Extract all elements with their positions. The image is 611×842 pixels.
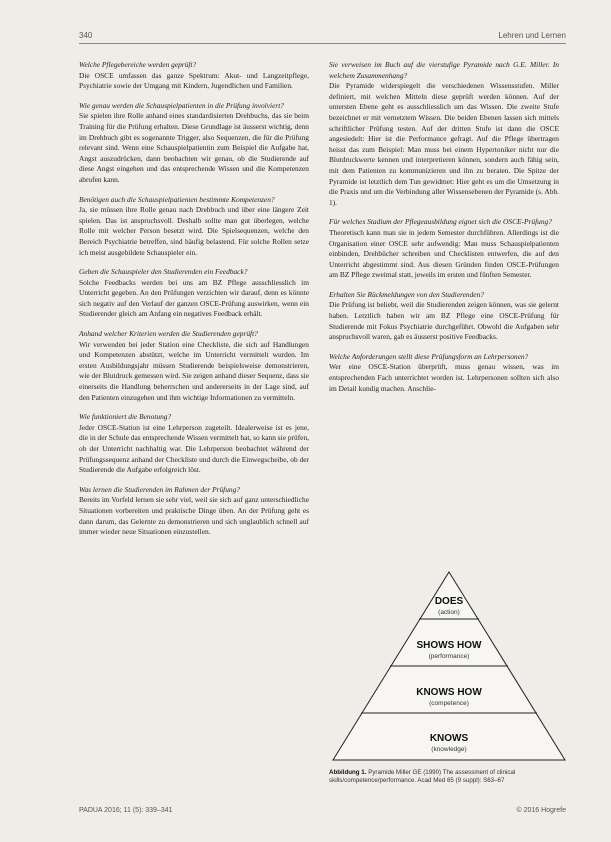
header-rule [79,43,566,44]
qa-block [79,485,309,538]
qa-block [79,329,309,403]
page-number: 340 [79,31,93,40]
answer: Jeder OSCE-Station ist eine Lehrperson zugeteilt. Idealerweise ist es jene, die in der Schule das entsprechende Wissen vermittelt hat, so kann sie prüfen, ob der Unterricht nachhaltig war. Die Lehrperson beobachtet während der Prüfungssequenz anhand der Checkliste und durch die Einwegscheibe, ob der Studierende die Aufgabe erfolgreich löst. [79,422,309,475]
question: Welche Pflegebereiche werden geprüft? [79,60,197,69]
question: Benötigen auch die Schauspielpatienten bestimmte Kompetenzen? [79,194,275,204]
answer: Theoretisch kann man sie in jedem Semester durchführen. Allerdings ist die Organisation einer OSCE sehr aufwendig: Man muss Schauspielpatienten einbinden, Drehbücher schreiben und Checklisten entwerfen, die auf den Unterricht abgestimmt sind. Aus diesen Gründen finden OSCE-Prüfungen am BZ Pflege zweimal statt, jeweils im ersten und fünften Semester. [329,227,559,280]
qa-block [79,195,309,259]
pyramid-level-title: KNOWS HOW [416,687,482,698]
pyramid-level-title: DOES [434,596,464,607]
caption-text: Pyramide Miller GE (1990) The assessment of clinical skills/competence/performance. Acad Med 65 (9 suppl): S63–67 [329,769,516,784]
answer: Ja, sie müssen ihre Rolle genau nach Drehbuch und über eine längere Zeit spielen. Das ist anspruchsvoll. Deshalb sollte man gut überlegen, welche Rolle mit welcher Person besetzt wird. Die Spielsequenzen, welche den Bereich Psychiatrie betreffen, sind häufig belastend. Für solche Rollen setze ich meist ausgebildete Schauspieler ein. [79,205,309,257]
pyramid-level-title: KNOWS [429,733,469,744]
right-column [329,60,559,403]
footer-citation: PADUA 2016; 11 (5): 339–341 [79,807,173,814]
miller-pyramid [329,568,569,764]
question: Für welches Stadium der Pflegeausbildung eignet sich die OSCE-Prüfung? [329,217,552,227]
answer: Die OSCE umfassen das ganze Spektrum: Akut- und Langzeitpflege, Psychiatrie sowie der Umgang mit Kindern, Jugendlichen und Familien. [79,70,309,91]
question: Wie funktioniert die Benotung? [79,412,172,422]
qa-block [79,412,309,476]
answer: Die Prüfung ist beliebt, weil die Studierenden zeigen können, was sie gelernt haben. Letztlich haben wir am BZ Pflege eine OSCE-Prüfung für Studierende mit Fokus Psychiatrie durchgeführt. Obwohl die Aufgaben sehr anspruchsvoll waren, gab es äusserst positive Feedbacks. [329,300,559,342]
question: Erhalten Sie Rückmeldungen von den Studierenden? [329,289,484,299]
qa-block [329,290,559,343]
answer: Wir verwenden bei jeder Station eine Checkliste, die sich auf Handlungen und Kompetenzen abstützt, welche im Unterricht vermittelt wurden. Im ersten Ausbildungsjahr müssen Studierende beispielsweise demonstrieren, wie der Blutdruck gemessen wird. Sie zeigen anhand dieser Sequenz, dass sie einerseits die Handlung beherrschen und andererseits in der Lage sind, auf den Patienten einzugehen und ihm wichtige Informationen zu vermitteln. [79,339,309,402]
qa-block [79,101,309,186]
caption-label: Abbildung 1. [329,769,367,776]
qa-block [329,352,559,394]
pyramid-level-sub: (performance) [428,653,470,660]
left-column [79,60,309,547]
pyramid-level-sub: (action) [438,609,460,616]
pyramid-level-sub: (knowledge) [431,746,467,753]
footer-copyright: © 2016 Hogrefe [516,807,566,814]
question: Anhand welcher Kriterien werden die Studierenden geprüft? [79,329,258,339]
pyramid-level-sub: (competence) [429,700,469,707]
question: Was lernen die Studierenden im Rahmen der Prüfung? [79,484,240,494]
running-head-section: Lehren und Lernen [498,31,566,40]
question: Geben die Schauspieler den Studierenden ein Feedback? [79,267,248,277]
answer: Sie spielen ihre Rolle anhand eines standardisierten Drehbuchs, das sie beim Training für die Prüfung erhalten. Diese Grundlage ist äusserst wichtig, denn im Drehbuch gibt es sogenannte Trigger, also Sequenzen, die für die Prüfung relevant sind. Wenn eine Schauspielpatientin zum Beispiel die Aufgabe hat, Angst auszudrücken, dann beobachten wir genau, ob die Studierende auf diese Angst eingehen und das entsprechende Wissen und die Kompetenzen abrufen kann. [79,111,309,184]
figure-caption [329,769,569,785]
answer: Solche Feedbacks werden bei uns am BZ Pflege ausschliesslich im Unterricht gegeben. An den Prüfungen verzichten wir darauf, denn es könnte sich negativ auf den Verlauf der ganzen OSCE-Prüfung auswirken, wenn ein Studierender gleich am Anfang ein negatives Feedback erhält. [79,277,309,319]
qa-block [329,217,559,281]
pyramid-level-title: SHOWS HOW [416,640,482,651]
question: Wie genau werden die Schauspielpatienten in die Prüfung involviert? [79,100,284,110]
question: Welche Anforderungen stellt diese Prüfungsform an Lehrpersonen? [329,351,529,361]
qa-block [79,267,309,320]
answer: Bereits im Vorfeld lernen sie sehr viel, weil sie sich auf ganz unterschiedliche Situationen vorbereiten und praktische Dinge üben. An der Prüfung geht es dann darum, das Gelernte zu demonstrieren und sich unglaublich schnell auf immer wieder neue Situationen einzustellen. [79,495,309,537]
question: Sie verweisen im Buch auf die vierstufige Pyramide nach G.E. Miller. In welchem Zusammenhang? [329,60,559,80]
answer: Die Pyramide widerspiegelt die verschiedenen Wissensstufen. Miller definiert, mit welchen Mitteln diese geprüft werden können. Auf der untersten Ebene geht es ausschliesslich um das Wissen. Die zweite Stufe bezeichnet er mit vernetztem Wissen. Die beiden Ebenen lassen sich mittels schriftlicher Prüfung testen. Auf der dritten Stufe ist dann die OSCE angesiedelt: Hier ist die Performance gefragt. Auf die Pflege übertragen heisst das zum Beispiel: Man muss bei einem Hypertoniker nicht nur die Blutdruckwerte kennen und interpretieren können, sondern auch fähig sein, mit dem Patienten zu kommunizieren und ihn zu beraten. Die Spitze der Pyramide ist letztlich dem Tun gewidmet: Hier geht es um die Umsetzung in die Praxis und um die Verbindung aller Wissensebenen der Pyramide (s. Abb. 1). [329,81,559,207]
miller-pyramid-figure [329,568,569,764]
qa-block [329,60,559,208]
qa-block [79,60,309,92]
answer: Wer eine OSCE-Station überprüft, muss genau wissen, was im entsprechenden Fach unterrichtet worden ist. Lehrpersonen sollten sich also im Detail kundig machen. Anschlie- [329,362,559,393]
